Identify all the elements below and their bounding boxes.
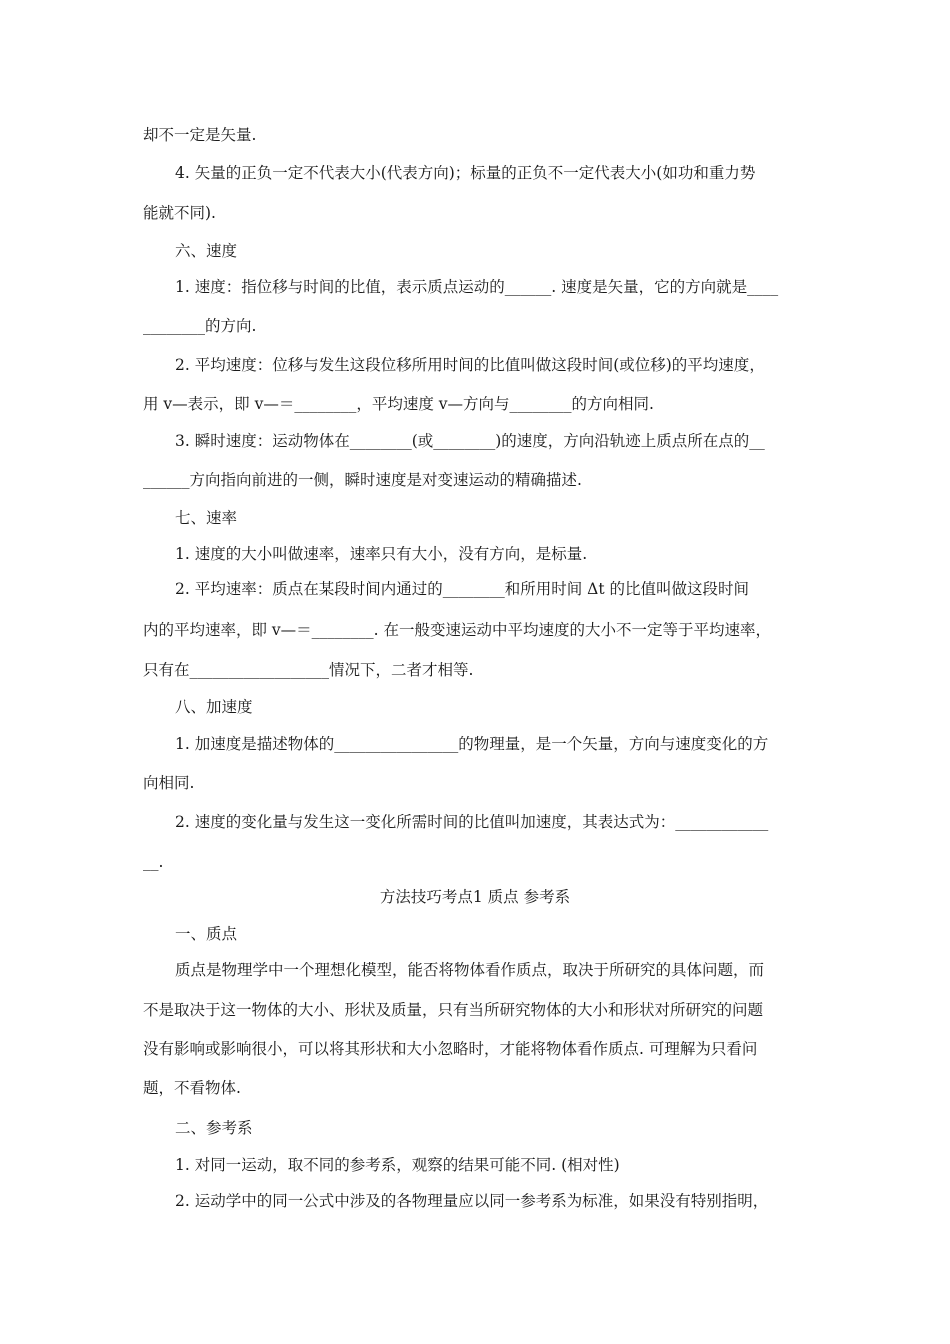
- text-line: 1. 加速度是描述物体的________________的物理量，是一个矢量，方向与速度变化的方: [175, 735, 769, 753]
- text-line: 4. 矢量的正负一定不代表大小(代表方向)；标量的正负不一定代表大小(如功和重力势: [175, 164, 756, 182]
- text-line: 只有在__________________情况下，二者才相等.: [143, 661, 474, 679]
- section-heading: 七、速率: [175, 509, 238, 527]
- text-line: 质点是物理学中一个理想化模型，能否将物体看作质点，取决于所研究的具体问题，而: [175, 961, 765, 979]
- text-line: 1. 对同一运动，取不同的参考系，观察的结果可能不同. (相对性): [175, 1156, 620, 1174]
- text-line: 题，不看物体.: [143, 1079, 241, 1097]
- text-line: ________的方向.: [143, 317, 257, 335]
- page-subtitle: 方法技巧考点1 质点 参考系: [379, 888, 571, 906]
- text-line: 2. 运动学中的同一公式中涉及的各物理量应以同一参考系为标准，如果没有特别指明，: [175, 1192, 769, 1210]
- text-line: 没有影响或影响很小，可以将其形状和大小忽略时，才能将物体看作质点. 可理解为只看问: [143, 1040, 758, 1058]
- text-line: 1. 速度的大小叫做速率，速率只有大小，没有方向，是标量.: [175, 545, 588, 563]
- text-line: __.: [143, 853, 164, 871]
- text-line: 2. 速度的变化量与发生这一变化所需时间的比值叫加速度，其表达式为：____________: [175, 813, 769, 831]
- section-heading: 八、加速度: [175, 698, 253, 716]
- text-line: 能就不同).: [143, 204, 216, 222]
- text-line: 向相同.: [143, 774, 195, 792]
- text-line: 用 v—表示，即 v—＝________，平均速度 v—方向与________的方向相同.: [143, 395, 654, 413]
- section-heading: 六、速度: [175, 242, 238, 260]
- text-line: ______方向指向前进的一侧，瞬时速度是对变速运动的精确描述.: [143, 471, 582, 489]
- text-line: 却不一定是矢量.: [143, 126, 257, 144]
- text-line: 1. 速度：指位移与时间的比值，表示质点运动的______. 速度是矢量，它的方向就是____: [175, 278, 779, 296]
- text-line: 2. 平均速度：位移与发生这段位移所用时间的比值叫做这段时间(或位移)的平均速度，: [175, 356, 765, 374]
- section-heading: 一、质点: [175, 925, 238, 943]
- section-heading: 二、参考系: [175, 1119, 253, 1137]
- text-line: 内的平均速率，即 v—＝________. 在一般变速运动中平均速度的大小不一定等于平均速率，: [143, 621, 772, 639]
- text-line: 2. 平均速率：质点在某段时间内通过的________和所用时间 Δt 的比值叫做这段时间: [175, 580, 749, 598]
- text-line: 3. 瞬时速度：运动物体在________(或________)的速度，方向沿轨迹上质点所在点的__: [175, 432, 765, 450]
- text-line: 不是取决于这一物体的大小、形状及质量，只有当所研究物体的大小和形状对所研究的问题: [143, 1001, 764, 1019]
